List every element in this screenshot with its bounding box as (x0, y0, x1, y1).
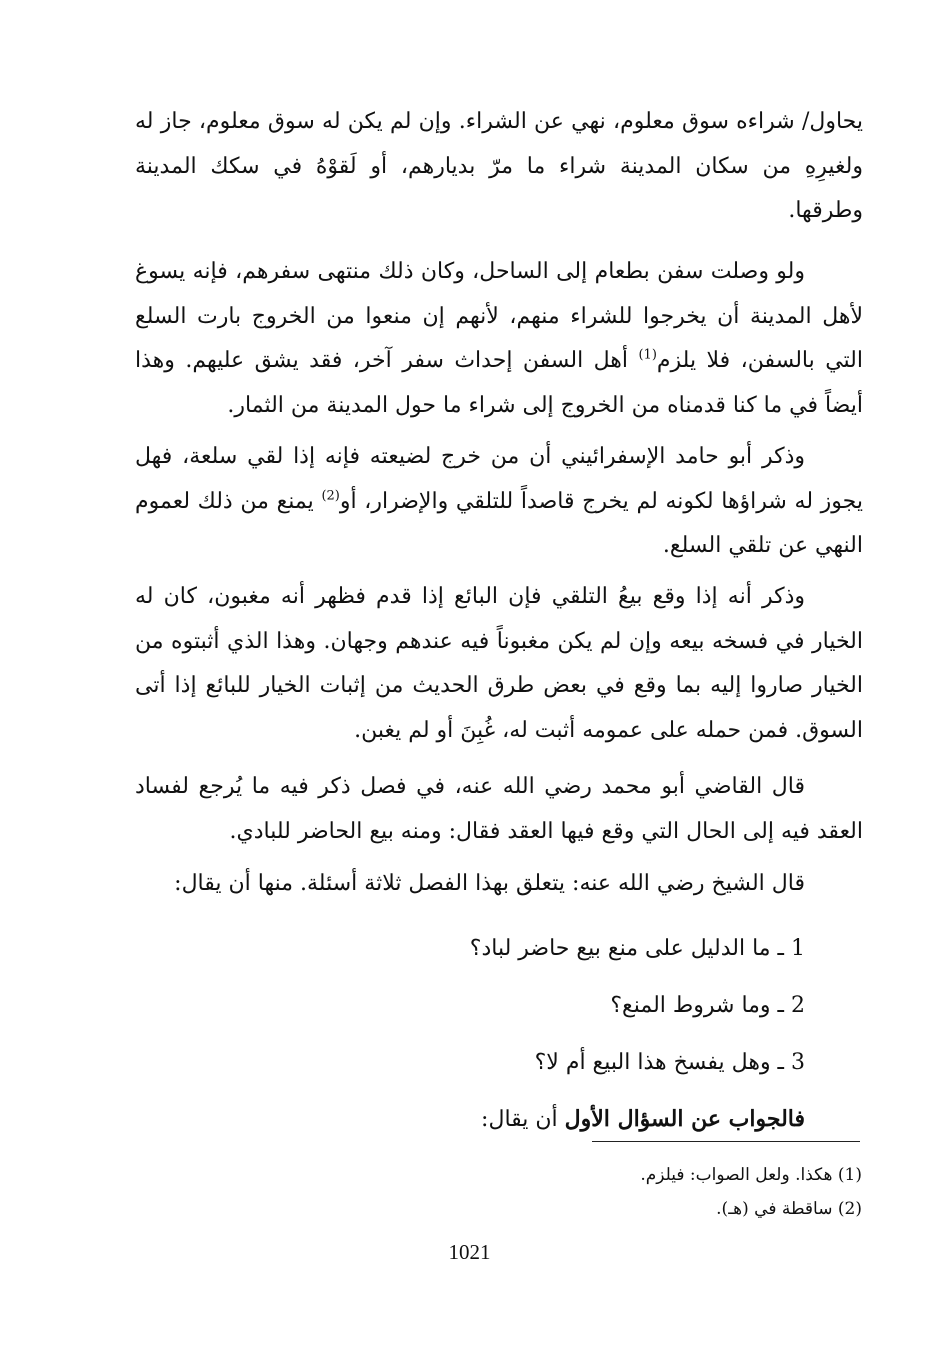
answer-lead (135, 1091, 863, 1148)
main-text-3 (135, 435, 863, 569)
footnote-1: (1) هكذا. ولعل الصواب: فيلزم. (640, 1165, 862, 1185)
answer-rest: أن يقال: (481, 1107, 565, 1132)
paragraph-2 (135, 250, 863, 428)
main-text-4 (135, 575, 863, 753)
main-text (135, 100, 863, 234)
footnote-ref-1: (1) (638, 347, 657, 363)
footnote-divider (592, 1141, 860, 1142)
paragraph-3-part-b: يمنع من ذلك لعموم النهي عن تلقي السلع. (135, 488, 863, 558)
footnote-2: (2) ساقطة في (هـ). (716, 1199, 862, 1219)
main-text-6 (135, 862, 863, 907)
paragraph-1: يحاول/ شراءه سوق معلوم، نهي عن الشراء. وإن لم يكن له سوق معلوم، جاز له ولغيرِهِ من سكان المدينة شراء ما مرّ بديارهم، أو لَقوْهُ في سكك المدينة وطرقها. (135, 109, 863, 223)
questions-list (135, 920, 863, 1148)
paragraph-3-part-a: وذكر أبو حامد الإسفرائيني أن من خرج لضيعته فإنه إذا لقي سلعة، فهل يجوز له شراؤها لكونه لم يخرج قاصداً للتلقي والإضرار، أو (135, 444, 863, 514)
answer-heading: فالجواب عن السؤال الأول (564, 1106, 805, 1132)
paragraph-3 (135, 435, 863, 569)
paragraph-6: قال الشيخ رضي الله عنه: يتعلق بهذا الفصل ثلاثة أسئلة. منها أن يقال: (174, 871, 805, 896)
paragraph-4: وذكر أنه إذا وقع بيعُ التلقي فإن البائع إذا قدم فظهر أنه مغبون، كان له الخيار في فسخه بيعه وإن لم يكن مغبوناً فيه عندهم وجهان. وهذا الذي أثبتوه من الخيار صاروا إليه بما وقع في بعض طرق الحديث من إثبات الخيار للبائع إذا أتى السوق. فمن حمله على عمومه أثبت له، غُبِنَ أو لم يغبن. (135, 584, 863, 743)
footnote-ref-2: (2) (321, 488, 340, 504)
paragraph-2-part-a: ولو وصلت سفن بطعام إلى الساحل، وكان ذلك منتهى سفرهم، فإنه يسوغ لأهل المدينة أن يخرجوا للشراء منهم، لأنهم إن منعوا من الخروج بارت السلع التي بالسفن، فلا يلزم (135, 259, 863, 373)
question-3: 3 ـ وهل يفسخ هذا البيع أم لا؟ (534, 1050, 805, 1075)
paragraph-5: قال القاضي أبو محمد رضي الله عنه، في فصل ذكر فيه ما يُرجع لفساد العقد فيه إلى الحال التي وقع فيها العقد فقال: ومنه بيع الحاضر للبادي. (135, 774, 863, 844)
question-1: 1 ـ ما الدليل على منع بيع حاضر لباد؟ (469, 936, 805, 961)
paragraph-2-part-b: أهل السفن إحداث سفر آخر، فقد يشق عليهم. وهذا أيضاً في ما كنا قدمناه من الخروج إلى شراء ما حول المدينة من الثمار. (135, 348, 863, 418)
main-text-2 (135, 250, 863, 428)
question-2: 2 ـ وما شروط المنع؟ (610, 993, 805, 1018)
page-number: 1021 (448, 1240, 491, 1264)
main-text-5 (135, 765, 863, 854)
footnotes (400, 1158, 862, 1226)
